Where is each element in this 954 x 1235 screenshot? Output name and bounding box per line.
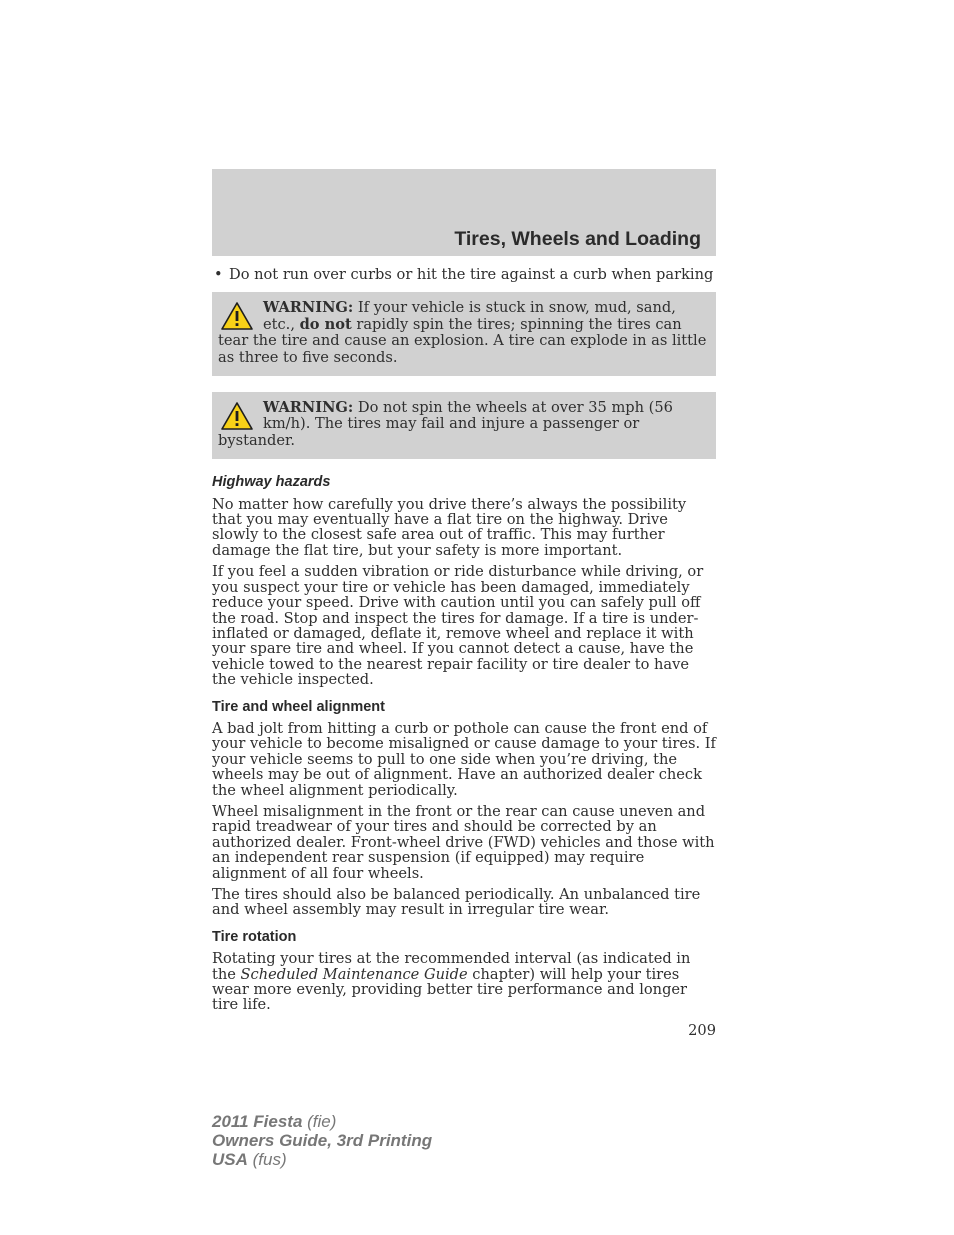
section-heading-tire-rotation: Tire rotation [212,928,297,945]
warning-box [212,392,716,459]
warning-triangle-icon [220,401,254,431]
footer-market: USA [212,1150,248,1169]
paragraph: Wheel misalignment in the front or the rear can cause uneven and rapid treadwear of your tires and should be corrected by an authorized dealer. Front-wheel drive (FWD) vehicles and those with an independent rear suspension (if equipped) may require alignment of all four wheels. [212,802,715,882]
bullet-dot: • [214,266,223,283]
paragraph: No matter how carefully you drive there’s always the possibility that you may eventually have a flat tire on the highway. Drive slowly to the closest safe area out of traffic. This may further damage the flat tire, but your safety is more important. [212,495,687,559]
warning-text: If your vehicle is stuck in snow, mud, sand, etc., [263,299,676,333]
warning-label: WARNING: [263,399,354,417]
warning-emphasis: do not [299,315,352,333]
warning-box [212,292,716,376]
page-title: Tires, Wheels and Loading [454,228,701,250]
document-footer [212,1112,432,1169]
footer-line [212,1131,432,1150]
list-item [212,267,716,282]
page-number: 209 [688,1021,716,1039]
footer-line [212,1150,432,1169]
footer-code: (fus) [247,1150,287,1169]
footer-edition: Owners Guide, 3rd Printing [212,1131,433,1150]
footer-model: 2011 Fiesta [212,1112,303,1131]
section-heading-tire-wheel-alignment: Tire and wheel alignment [212,698,385,715]
bullet-text: Do not run over curbs or hit the tire against a curb when parking [229,266,714,283]
page-content [212,266,716,1038]
footer-line [212,1112,432,1131]
footer-code: (fie) [302,1112,337,1131]
warning-triangle-icon [220,301,254,331]
paragraph: If you feel a sudden vibration or ride disturbance while driving, or you suspect your tire or vehicle has been damaged, immediately reduce your speed. Drive with caution until you can safely pull off the road. Stop and inspect the tires for damage. If a tire is under-inflated or damaged, deflate it, remove wheel and replace it with your spare tire and wheel. If you cannot detect a cause, have the vehicle towed to the nearest repair facility or tire dealer to have the vehicle inspected. [212,563,704,689]
warning-label: WARNING: [263,299,354,317]
paragraph [212,951,716,1013]
paragraph: A bad jolt from hitting a curb or pothole can cause the front end of your vehicle to become misaligned or cause damage to your tires. If your vehicle seems to pull to one side when you’re driving, the wheels may be out of alignment. Have an authorized dealer check the wheel alignment periodically. [212,719,716,799]
section-header-band [212,169,716,256]
warning-text: rapidly spin the tires; spinning the tires can tear the tire and cause an explosion. A tire can explode in as little as three to five seconds. [218,315,707,366]
paragraph: The tires should also be balanced periodically. An unbalanced tire and wheel assembly may result in irregular tire wear. [212,886,701,919]
paragraph-text: Rotating your tires at the recommended interval (as indicated in the [212,950,691,983]
paragraph-text: chapter) will help your tires wear more evenly, providing better tire performance and longer tire life. [212,965,688,1014]
warning-text: Do not spin the wheels at over 35 mph (56 km/h). The tires may fail and injure a passenger or bystander. [218,399,673,449]
document-reference: Scheduled Maintenance Guide [240,965,468,983]
section-heading-highway-hazards: Highway hazards [212,474,331,491]
